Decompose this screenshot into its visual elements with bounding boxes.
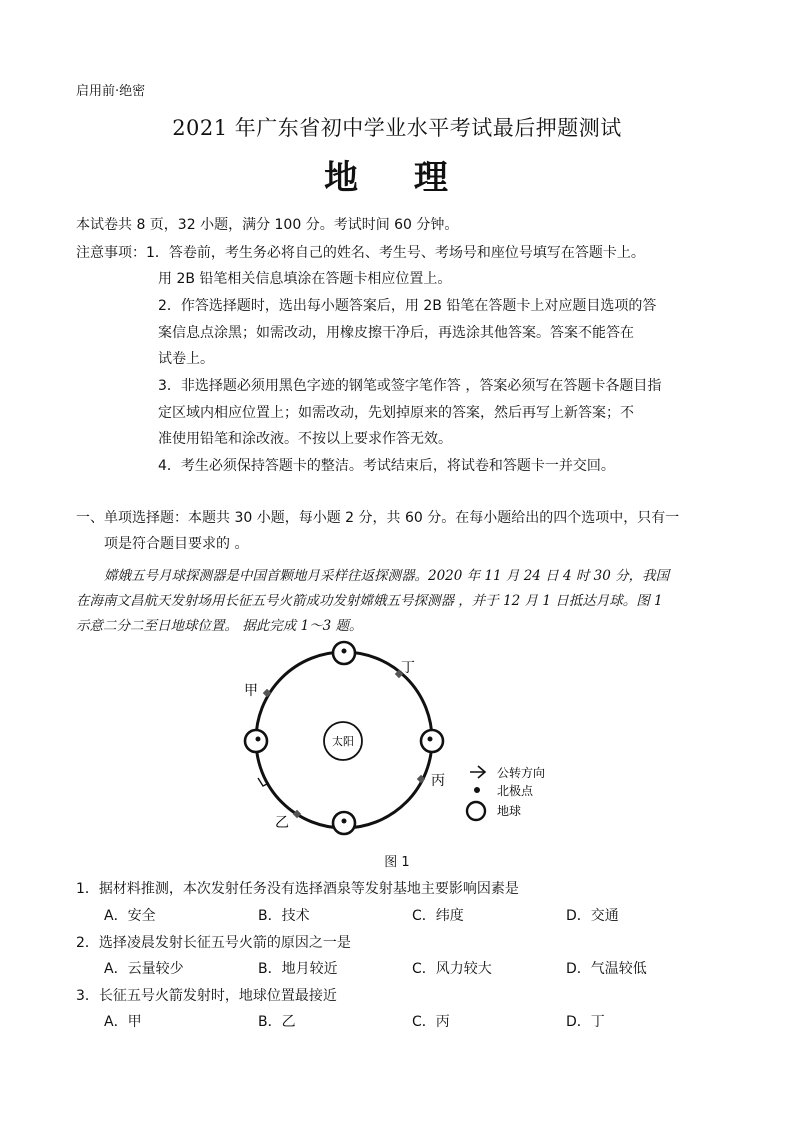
arrow-right-icon [470, 766, 485, 778]
question-3-option-c[interactable]: C．丙 [412, 1014, 450, 1030]
note-line: 定区域内相应位置上；如需改动，先划掉原来的答案，然后再写上新答案；不 [158, 405, 634, 421]
note-line: 案信息点涂黑；如需改动，用橡皮擦干净后，再选涂其他答案。答案不能答在 [158, 325, 634, 341]
question-2-option-b[interactable]: B．地月较近 [258, 961, 338, 977]
question-2-option-c[interactable]: C．风力较大 [412, 961, 492, 977]
story-line: 嫦娥五号月球探测器是中国首颗地月采样往返探测器。2020 年 11 月 24 日 4 时 30 分，我国 [104, 568, 670, 584]
note-line: 2．作答选择题时，选出每小题答案后，用 2B 铅笔在答题卡上对应题目选项的答 [158, 298, 657, 314]
legend-orbit: 公转方向 [497, 766, 546, 780]
legend-earth: 地球 [497, 804, 522, 818]
earth-left [245, 730, 267, 752]
circle-icon [467, 802, 485, 820]
north-pole-dot [342, 649, 347, 654]
story-line: 示意二分二至日地球位置。 据此完成 1～3 题。 [76, 618, 363, 634]
question-2-stem: 2．选择凌晨发射长征五号火箭的原因之一是 [76, 935, 351, 951]
story-line: 在海南文昌航天发射场用长征五号火箭成功发射嫦娥五号探测器 ，并于 12 月 1 日抵达月球。图 1 [76, 593, 663, 609]
question-1-option-b[interactable]: B．技术 [258, 908, 310, 924]
question-2-option-d[interactable]: D．气温较低 [566, 961, 647, 977]
north-pole-dot [256, 737, 261, 742]
question-3-option-b[interactable]: B．乙 [258, 1014, 296, 1030]
question-3-option-d[interactable]: D．丁 [566, 1014, 605, 1030]
sun-label: 太阳 [332, 735, 354, 748]
note-line: 试卷上。 [158, 351, 214, 367]
section-heading: 一、单项选择题：本题共 30 小题，每小题 2 分，共 60 分。在每小题给出的四个选项中，只有一 [76, 510, 680, 526]
earth-top [333, 642, 355, 664]
exam-summary: 本试卷共 8 页，32 小题，满分 100 分。考试时间 60 分钟。 [76, 217, 459, 233]
question-1-option-c[interactable]: C．纬度 [412, 908, 464, 924]
section-heading-cont: 项是符合题目要求的 。 [104, 536, 249, 552]
label-ding: 丁 [401, 660, 415, 676]
earth-bottom [333, 812, 355, 834]
note-line: 4．考生必须保持答题卡的整洁。考试结束后，将试卷和答题卡一并交回。 [158, 458, 615, 474]
question-2-option-a[interactable]: A．云量较少 [104, 961, 184, 977]
dot-icon [474, 787, 480, 793]
question-1-stem: 1．据材料推测，本次发射任务没有选择酒泉等发射基地主要影响因素是 [76, 881, 519, 897]
north-pole-dot [342, 819, 347, 824]
confidential-seal: 启用前·绝密 [76, 84, 146, 99]
question-1-option-d[interactable]: D．交通 [566, 908, 619, 924]
question-1-option-a[interactable]: A．安全 [104, 908, 156, 924]
label-bing: 丙 [431, 773, 445, 789]
subject-title: 地 理 [324, 158, 470, 198]
label-jia: 甲 [244, 683, 258, 699]
note-line: 准使用铅笔和涂改液。不按以上要求作答无效。 [158, 431, 452, 447]
label-yi: 乙 [275, 815, 289, 831]
note-line: 3．非选择题必须用黑色字迹的钢笔或签字笔作答 ，答案必须写在答题卡各题目指 [158, 378, 662, 394]
question-3-option-a[interactable]: A．甲 [104, 1014, 142, 1030]
legend-pole: 北极点 [497, 784, 534, 798]
note-line: 用 2B 铅笔相关信息填涂在答题卡相应位置上。 [158, 271, 452, 287]
note-line: 注意事项：1．答卷前，考生务必将自己的姓名、考生号、考场号和座位号填写在答题卡上。 [76, 245, 645, 261]
figure-caption: 图 1 [384, 855, 410, 870]
exam-title: 2021 年广东省初中学业水平考试最后押题测试 [172, 116, 622, 140]
legend [467, 765, 545, 820]
earth-right [421, 730, 443, 752]
north-pole-dot [428, 737, 433, 742]
question-3-stem: 3．长征五号火箭发射时，地球位置最接近 [76, 988, 337, 1004]
